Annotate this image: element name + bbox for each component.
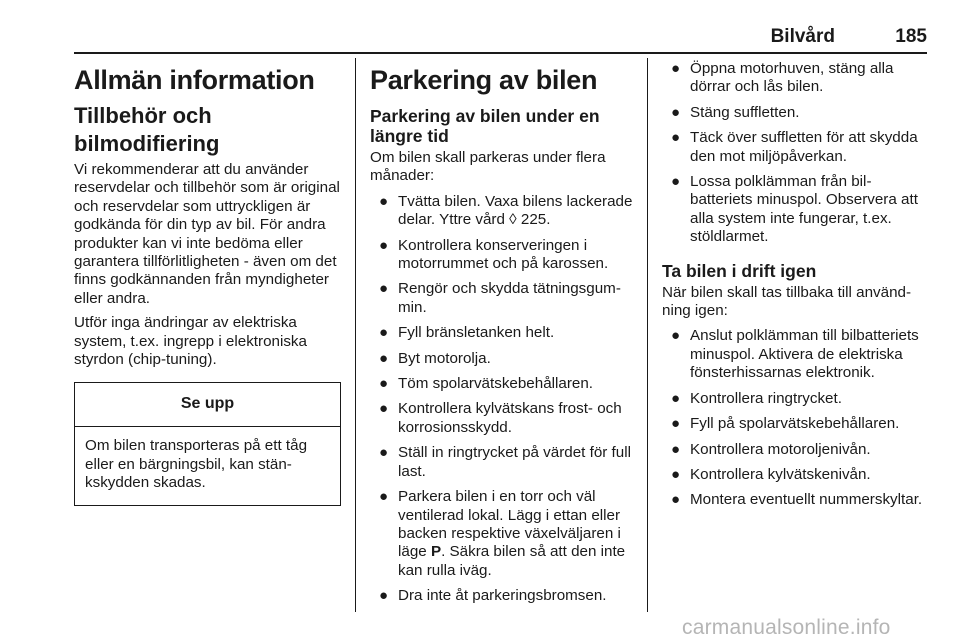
list-item-text: Täck över suffletten för att skydda den mot miljöpåverkan. (690, 129, 918, 165)
list-item (370, 350, 634, 368)
column-2 (370, 60, 634, 613)
list-item-text: Rengör och skydda tätningsgummin. (398, 280, 621, 316)
list-item (370, 400, 634, 437)
list-item-text: Ställ in ringtrycket på värdet för full last. (398, 444, 631, 480)
list-item-text: Dra inte åt parkeringsbromsen. (398, 587, 607, 605)
list-item-text: Montera eventuellt nummerskyltar. (690, 491, 923, 509)
bullet-icon: ● (379, 236, 389, 254)
gear-position-p: P (430, 543, 442, 561)
list-item-text: Anslut polklämman till bilbatteriets minuspol. Aktivera de elektriska fönsterhissarnas elektronik. (690, 327, 919, 382)
bullet-icon: ● (671, 103, 681, 121)
heading-allman-information: Allmän information (74, 65, 315, 95)
paragraph-tillbehor: Vi rekommenderar att du använder reservdelar och tillbehör som är original och reservdelar som uttryckligen är godkända för din typ av bil. För andra produkter kan vi inte bedöma eller garantera tillförlitligheten - även om det finns godkännanden från myndigheter eller andra. (74, 161, 340, 307)
list-item-text: Lossa polklämman från bilbatteriets minuspol. Observera att alla system inte fungerar, t.ex. stöldlarmet. (690, 173, 918, 246)
bullet-icon: ● (379, 375, 389, 393)
parking-steps-list-cont (662, 60, 928, 247)
page-number: 185 (895, 26, 927, 47)
bullet-icon: ● (379, 349, 389, 367)
list-item (370, 237, 634, 274)
column-3 (662, 60, 928, 517)
heading-parkering: Parkering av bilen (370, 65, 598, 95)
list-item-text: Fyll bränsletanken helt. (398, 324, 555, 342)
page-header (74, 26, 927, 50)
list-item-text: Kontrollera ringtrycket. (690, 389, 842, 407)
bullet-icon: ● (379, 488, 389, 506)
bullet-icon: ● (671, 440, 681, 458)
list-item (662, 466, 928, 484)
list-item-text: Kontrollera kylvätskenivån. (690, 465, 871, 483)
bullet-icon: ● (379, 444, 389, 462)
bullet-icon: ● (379, 280, 389, 298)
list-item-text: Fyll på spolarvätskebehållaren. (690, 415, 900, 433)
parking-steps-list (370, 193, 634, 606)
list-item-text: Byt motorolja. (398, 349, 491, 367)
watermark: carmanualsonline.info (682, 616, 891, 639)
list-item-text: Öppna motorhuven, stäng alla dörrar och lås bilen. (690, 60, 894, 96)
column-divider-1 (355, 58, 356, 612)
list-item (662, 415, 928, 433)
list-item (370, 193, 634, 230)
heading-ta-bilen-i-drift: Ta bilen i drift igen (662, 260, 817, 281)
list-item-text: Kontrollera kylvätskans frost- och korrosionsskydd. (398, 400, 622, 436)
bullet-icon: ● (379, 192, 389, 210)
list-item (662, 390, 928, 408)
list-item (370, 375, 634, 393)
list-item (370, 488, 634, 580)
heading-parkering-langre-tid: Parkering av bilen under en längre tid (370, 106, 600, 146)
bullet-icon: ● (671, 60, 681, 77)
list-item (370, 587, 634, 605)
list-item-text: Töm spolarvätskebehållaren. (398, 375, 594, 393)
bullet-icon: ● (671, 415, 681, 433)
restart-steps-list (662, 327, 928, 509)
list-item (662, 60, 928, 97)
list-item-text: Parkera bilen i en torr och väl ventilerad lokal. Lägg i ettan eller backen respektive växelväljaren i läge P. Säkra bilen så att den inte kan rulla iväg. (398, 488, 626, 579)
bullet-icon: ● (379, 587, 389, 605)
bullet-icon: ● (671, 327, 681, 345)
bullet-icon: ● (379, 400, 389, 418)
paragraph-elektriska: Utför inga ändringar av elektriska system, t.ex. ingrepp i elektroniska styrdon (chip-tuning). (74, 314, 307, 369)
paragraph-drift-intro: När bilen skall tas tillbaka till användning igen: (662, 283, 912, 320)
list-item (370, 444, 634, 481)
caution-body: Om bilen transporteras på ett tåg eller en bärgningsbil, kan stänkskydden skadas. (85, 437, 308, 492)
caution-title: Se upp (75, 383, 340, 427)
column-1 (74, 60, 342, 506)
bullet-icon: ● (379, 324, 389, 342)
paragraph-parkering-intro: Om bilen skall parkeras under flera månader: (370, 149, 606, 185)
heading-tillbehor: Tillbehör och bilmodifiering (74, 103, 220, 156)
bullet-icon: ● (671, 173, 681, 191)
list-item-text: Kontrollera motoroljenivån. (690, 440, 871, 458)
bullet-icon: ● (671, 465, 681, 483)
list-item (662, 441, 928, 459)
list-item (662, 173, 928, 247)
list-item (662, 104, 928, 122)
bullet-icon: ● (671, 491, 681, 509)
list-item (370, 280, 634, 317)
list-item (370, 324, 634, 342)
list-item-text: Kontrollera konserveringen i motorrummet och på karossen. (398, 236, 609, 273)
list-item-text: Stäng suffletten. (690, 103, 800, 121)
list-item (662, 327, 928, 382)
list-item-text: Tvätta bilen. Vaxa bilens lackerade delar. Yttre vård ◊ 225. (398, 192, 633, 229)
column-divider-2 (647, 58, 648, 612)
caution-box (74, 382, 341, 505)
section-title: Bilvård (770, 26, 835, 47)
list-item (662, 129, 928, 166)
list-item (662, 491, 928, 509)
bullet-icon: ● (671, 129, 681, 147)
header-rule (74, 52, 927, 54)
bullet-icon: ● (671, 389, 681, 407)
